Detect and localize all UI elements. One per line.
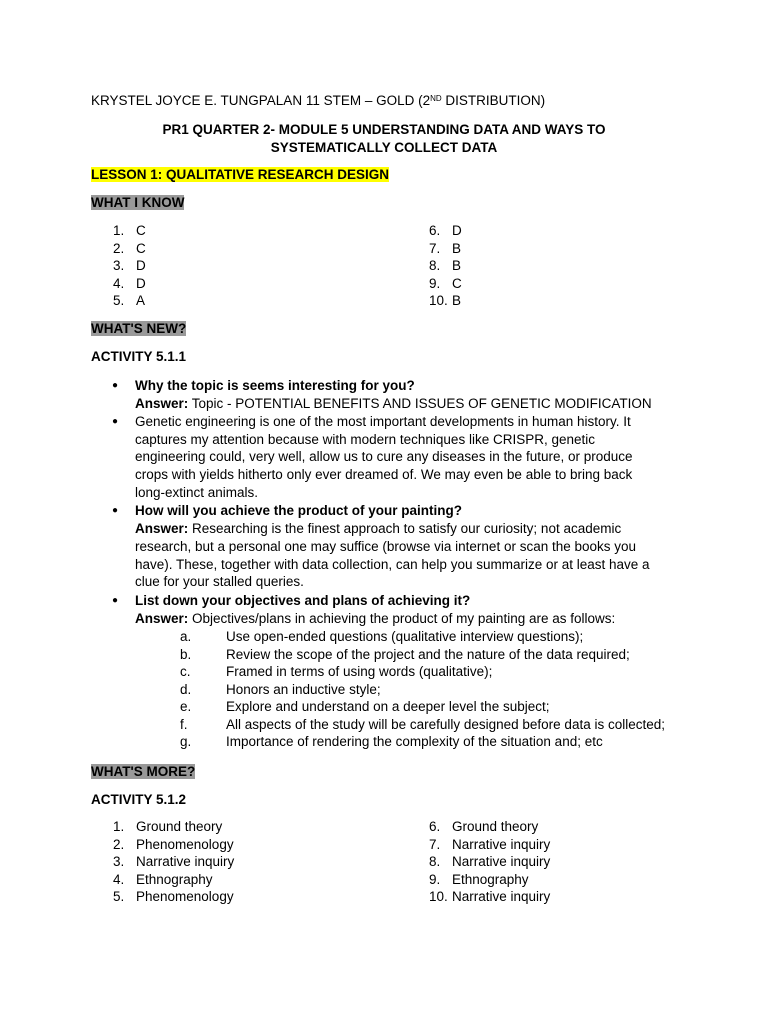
list-item: [429, 257, 629, 275]
list-item: [429, 871, 689, 889]
what-i-know-heading-text: WHAT I KNOW: [91, 195, 185, 210]
item-answer: B: [452, 240, 462, 256]
list-item: [113, 257, 313, 275]
answer-3-text: Objectives/plans in achieving the product of my painting are as follows:: [188, 611, 616, 626]
item-answer: A: [136, 293, 146, 308]
list-item: [113, 222, 313, 240]
item-answer: Narrative inquiry: [136, 854, 235, 869]
item-letter: f.: [180, 716, 188, 732]
whats-new-heading: [91, 320, 186, 338]
item-number: 5.: [113, 293, 125, 308]
item-text: Importance of rendering the complexity of the situation and; etc: [226, 734, 603, 749]
answer-label: Answer:: [135, 521, 189, 536]
paragraph-line: captures my attention because with modern techniques like CRISPR, genetic: [135, 432, 595, 447]
item-answer: Phenomenology: [136, 836, 234, 852]
doc-title-line1: PR1 QUARTER 2- MODULE 5 UNDERSTANDING DATA AND WAYS TO: [162, 122, 606, 137]
item-number: 8.: [429, 258, 441, 273]
author-tail-text: DISTRIBUTION): [441, 93, 546, 108]
author-text: KRYSTEL JOYCE E. TUNGPALAN 11 STEM – GOLD (2: [91, 93, 431, 108]
what-i-know-right-list: [429, 222, 629, 310]
what-i-know-left-list: [113, 222, 313, 310]
answer-2-text: Researching is the finest approach to satisfy our curiosity; not academic: [188, 521, 622, 536]
item-number: 3.: [113, 258, 125, 273]
bullet-icon: ●: [112, 505, 119, 516]
item-answer: Narrative inquiry: [452, 854, 551, 869]
bullet-icon: ●: [112, 416, 119, 427]
item-answer: D: [136, 258, 146, 273]
item-text: Review the scope of the project and the nature of the data required;: [226, 646, 630, 662]
list-item: [429, 222, 629, 240]
item-letter: c.: [180, 664, 191, 679]
item-number: 6.: [429, 223, 441, 238]
bullet-icon: ●: [112, 380, 119, 391]
item-answer: B: [452, 258, 462, 273]
item-answer: C: [452, 275, 462, 291]
answer-3: [135, 610, 615, 628]
whats-more-heading: [91, 763, 195, 781]
whats-new-heading-text: WHAT'S NEW?: [91, 321, 187, 336]
doc-title-line2: SYSTEMATICALLY COLLECT DATA: [270, 140, 498, 155]
whats-more-left-list: [113, 818, 373, 906]
list-item: [113, 275, 313, 293]
item-number: 10.: [429, 889, 448, 904]
item-letter: d.: [180, 681, 192, 697]
item-answer: C: [136, 223, 146, 238]
item-number: 6.: [429, 819, 441, 834]
item-number: 4.: [113, 871, 125, 887]
item-number: 8.: [429, 854, 441, 869]
paragraph-line: research, but a personal one may suffice (browse via internet or scan the books you: [135, 539, 637, 554]
item-text: All aspects of the study will be carefully designed before data is collected;: [226, 716, 665, 732]
lesson-heading-text: LESSON 1: QUALITATIVE RESEARCH DESIGN: [91, 167, 390, 182]
item-letter: a.: [180, 629, 192, 644]
item-answer: B: [452, 293, 462, 308]
answer-1: [135, 395, 652, 413]
item-number: 7.: [429, 836, 441, 852]
item-text: Framed in terms of using words (qualitative);: [226, 664, 493, 679]
answer-1-text: Topic - POTENTIAL BENEFITS AND ISSUES OF GENETIC MODIFICATION: [188, 396, 652, 411]
list-item: [429, 888, 689, 906]
item-letter: e.: [180, 699, 192, 714]
item-number: 3.: [113, 854, 125, 869]
list-item: [429, 275, 629, 293]
list-item: [113, 871, 373, 889]
item-number: 2.: [113, 836, 125, 852]
item-answer: Narrative inquiry: [452, 836, 551, 852]
item-answer: Ethnography: [452, 871, 529, 887]
item-number: 7.: [429, 240, 441, 256]
paragraph-line: engineering could, very well, allow us to cure any diseases in the future, or produce: [135, 449, 633, 464]
item-number: 9.: [429, 275, 441, 291]
paragraph-line: Genetic engineering is one of the most important developments in human history. It: [135, 414, 631, 429]
item-number: 1.: [113, 223, 125, 238]
list-item: [429, 836, 689, 854]
item-number: 10.: [429, 293, 448, 308]
question-3: List down your objectives and plans of achieving it?: [135, 593, 471, 608]
item-answer: Ground theory: [452, 819, 539, 834]
item-number: 9.: [429, 871, 441, 887]
lesson-heading: [91, 166, 389, 184]
item-number: 5.: [113, 889, 125, 904]
item-answer: Phenomenology: [136, 889, 234, 904]
item-letter: g.: [180, 734, 192, 749]
item-number: 2.: [113, 240, 125, 256]
item-text: Use open-ended questions (qualitative interview questions);: [226, 629, 584, 644]
list-item: [429, 853, 689, 871]
item-answer: Ethnography: [136, 871, 213, 887]
whats-more-right-list: [429, 818, 689, 906]
list-item: [113, 240, 313, 258]
item-answer: D: [452, 223, 462, 238]
answer-2: [135, 520, 621, 538]
list-item: [113, 853, 373, 871]
list-item: [113, 292, 313, 310]
question-1: Why the topic is seems interesting for you?: [135, 378, 415, 393]
list-item: [113, 818, 373, 836]
bullet-icon: ●: [112, 595, 119, 606]
activity-5-1-1-heading: ACTIVITY 5.1.1: [91, 349, 187, 364]
list-item: [429, 292, 629, 310]
list-item: [429, 818, 689, 836]
item-answer: Narrative inquiry: [452, 889, 551, 904]
question-2: How will you achieve the product of your painting?: [135, 503, 463, 518]
answer-label: Answer:: [135, 611, 189, 626]
answer-label: Answer:: [135, 396, 189, 411]
paragraph-line: have). These, together with data collection, can help you summarize or at least have a: [135, 557, 650, 572]
item-text: Honors an inductive style;: [226, 681, 381, 697]
paragraph-line: clue for your stalled queries.: [135, 574, 304, 589]
item-letter: b.: [180, 646, 192, 662]
item-number: 1.: [113, 819, 125, 834]
item-answer: D: [136, 275, 146, 291]
list-item: [429, 240, 629, 258]
paragraph-line: long-extinct animals.: [135, 485, 259, 500]
list-item: [113, 836, 373, 854]
item-text: Explore and understand on a deeper level the subject;: [226, 699, 550, 714]
author-line: [91, 92, 545, 110]
item-answer: Ground theory: [136, 819, 223, 834]
what-i-know-heading: [91, 194, 184, 212]
paragraph-line: crops with yields hitherto only ever dreamed of. We may even be able to bring back: [135, 467, 633, 482]
author-superscript: ND: [430, 94, 442, 103]
activity-5-1-2-heading: ACTIVITY 5.1.2: [91, 792, 187, 807]
item-answer: C: [136, 240, 146, 256]
list-item: [113, 888, 373, 906]
item-number: 4.: [113, 275, 125, 291]
whats-more-heading-text: WHAT'S MORE?: [91, 764, 196, 779]
